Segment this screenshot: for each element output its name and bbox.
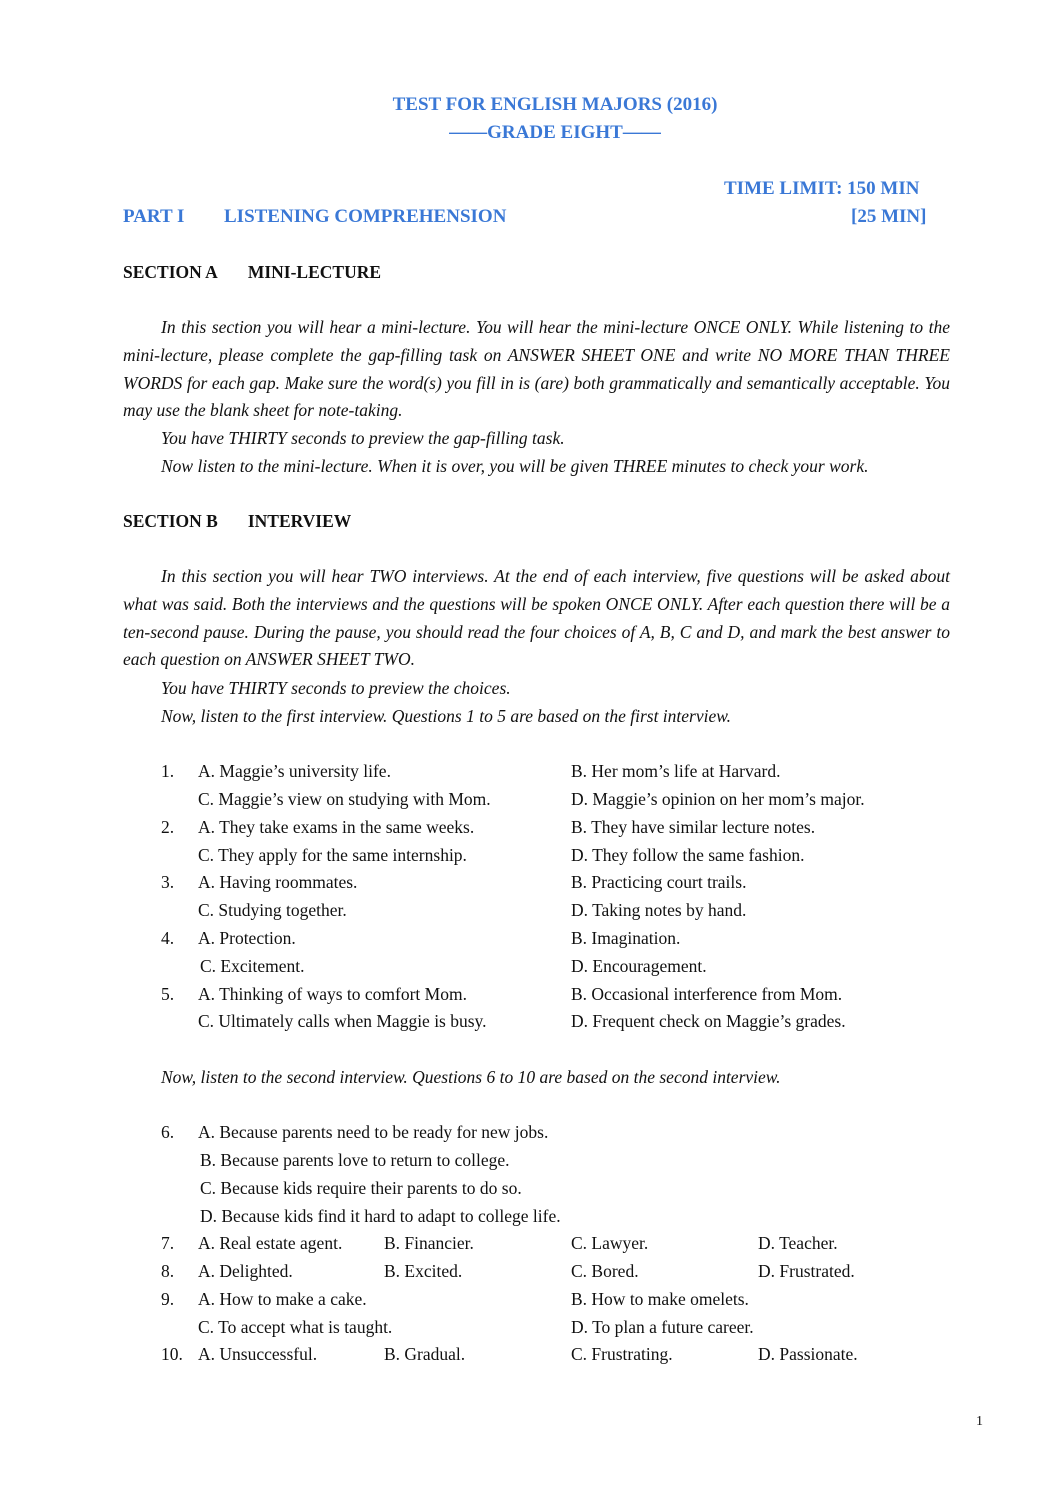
grade-subtitle: ——GRADE EIGHT—— — [449, 122, 661, 143]
choice-d: D. Frustrated. — [758, 1261, 855, 1281]
choice-d: D. Teacher. — [758, 1233, 838, 1253]
choice-c: C. Lawyer. — [571, 1233, 649, 1253]
part-time: [25 MIN] — [851, 206, 927, 227]
choice-a: A. Having roommates. — [198, 872, 358, 892]
question-number: 4. — [161, 928, 175, 948]
test-title: TEST FOR ENGLISH MAJORS (2016) — [392, 94, 718, 115]
choice-d: D. They follow the same fashion. — [571, 845, 805, 865]
choice-a: A. They take exams in the same weeks. — [198, 817, 475, 837]
choice-c: C. Ultimately calls when Maggie is busy. — [198, 1011, 487, 1031]
choice-c: C. Because kids require their parents to do so. — [200, 1178, 522, 1198]
section-b-preview: You have THIRTY seconds to preview the choices. — [161, 678, 511, 698]
choice-a: A. Because parents need to be ready for new jobs. — [198, 1122, 549, 1142]
choice-b: B. Occasional interference from Mom. — [571, 984, 843, 1004]
section-a-instructions: In this section you will hear a mini-lecture. You will hear the mini-lecture ONCE ONLY. While listening to the mini-lecture, please complete the gap-filling task on ANSWER SHEET ONE and write NO MORE THAN THREE WORDS for each gap. Make sure the word(s) you fill in is (are) both grammatically and semantically acceptable. You may use the blank sheet for note-taking. — [123, 317, 950, 421]
choice-a: A. Maggie’s university life. — [198, 761, 391, 781]
choice-a: A. Thinking of ways to comfort Mom. — [198, 984, 467, 1004]
choice-b: B. Imagination. — [571, 928, 681, 948]
choice-c: C. Frustrating. — [571, 1344, 673, 1364]
choice-b: B. Excited. — [384, 1261, 463, 1281]
choice-d: D. Maggie’s opinion on her mom’s major. — [571, 789, 865, 809]
section-b-instructions: In this section you will hear TWO interviews. At the end of each interview, five questions will be asked about what was said. Both the interviews and the questions will be spoken ONCE ONLY. After each question there will be a ten-second pause. During the pause, you should read the four choices of A, B, C and D, and mark the best answer to each question on ANSWER SHEET TWO. — [123, 566, 950, 670]
choice-b: B. Gradual. — [384, 1344, 466, 1364]
choice-c: C. Studying together. — [198, 900, 347, 920]
choice-b: B. They have similar lecture notes. — [571, 817, 816, 837]
choice-b: B. Because parents love to return to college. — [200, 1150, 510, 1170]
section-b-heading — [123, 511, 351, 532]
choice-c: C. To accept what is taught. — [198, 1317, 393, 1337]
section-a-label: SECTION A — [123, 262, 218, 282]
choice-c: C. They apply for the same internship. — [198, 845, 467, 865]
section-a-heading — [123, 262, 381, 283]
part-title: LISTENING COMPREHENSION — [224, 206, 507, 227]
choice-a: A. Real estate agent. — [198, 1233, 343, 1253]
choice-c: C. Maggie’s view on studying with Mom. — [198, 789, 491, 809]
choice-d: D. Encouragement. — [571, 956, 707, 976]
part-label: PART I — [123, 206, 185, 227]
question-number: 10. — [161, 1344, 183, 1364]
section-b-label: SECTION B — [123, 511, 218, 531]
time-limit: TIME LIMIT: 150 MIN — [724, 178, 920, 199]
section-a-title: MINI-LECTURE — [247, 262, 382, 282]
choice-b: B. Her mom’s life at Harvard. — [571, 761, 781, 781]
choice-d: D. Taking notes by hand. — [571, 900, 747, 920]
choice-d: D. Passionate. — [758, 1344, 858, 1364]
page-number: 1 — [976, 1414, 983, 1429]
question-number: 1. — [161, 761, 175, 781]
choice-a: A. Unsuccessful. — [198, 1344, 318, 1364]
question-number: 9. — [161, 1289, 175, 1309]
section-b-listen-first: Now, listen to the first interview. Questions 1 to 5 are based on the first interview. — [161, 706, 732, 726]
question-number: 3. — [161, 872, 175, 892]
choice-b: B. How to make omelets. — [571, 1289, 749, 1309]
choice-d: D. Because kids find it hard to adapt to college life. — [200, 1206, 561, 1226]
choice-b: B. Practicing court trails. — [571, 872, 747, 892]
choice-a: A. How to make a cake. — [198, 1289, 367, 1309]
question-number: 6. — [161, 1122, 175, 1142]
choice-c: C. Excitement. — [200, 956, 305, 976]
question-number: 2. — [161, 817, 175, 837]
question-number: 7. — [161, 1233, 175, 1253]
question-number: 5. — [161, 984, 175, 1004]
section-a-preview: You have THIRTY seconds to preview the gap-filling task. — [161, 428, 565, 448]
section-b-title: INTERVIEW — [247, 511, 352, 531]
choice-c: C. Bored. — [571, 1261, 639, 1281]
choice-b: B. Financier. — [384, 1233, 474, 1253]
choice-a: A. Delighted. — [198, 1261, 293, 1281]
question-number: 8. — [161, 1261, 175, 1281]
choice-d: D. Frequent check on Maggie’s grades. — [571, 1011, 846, 1031]
choice-d: D. To plan a future career. — [571, 1317, 754, 1337]
choice-a: A. Protection. — [198, 928, 296, 948]
section-a-listen: Now listen to the mini-lecture. When it is over, you will be given THREE minutes to check your work. — [161, 456, 869, 476]
section-b-listen-second: Now, listen to the second interview. Questions 6 to 10 are based on the second interview. — [161, 1067, 781, 1087]
